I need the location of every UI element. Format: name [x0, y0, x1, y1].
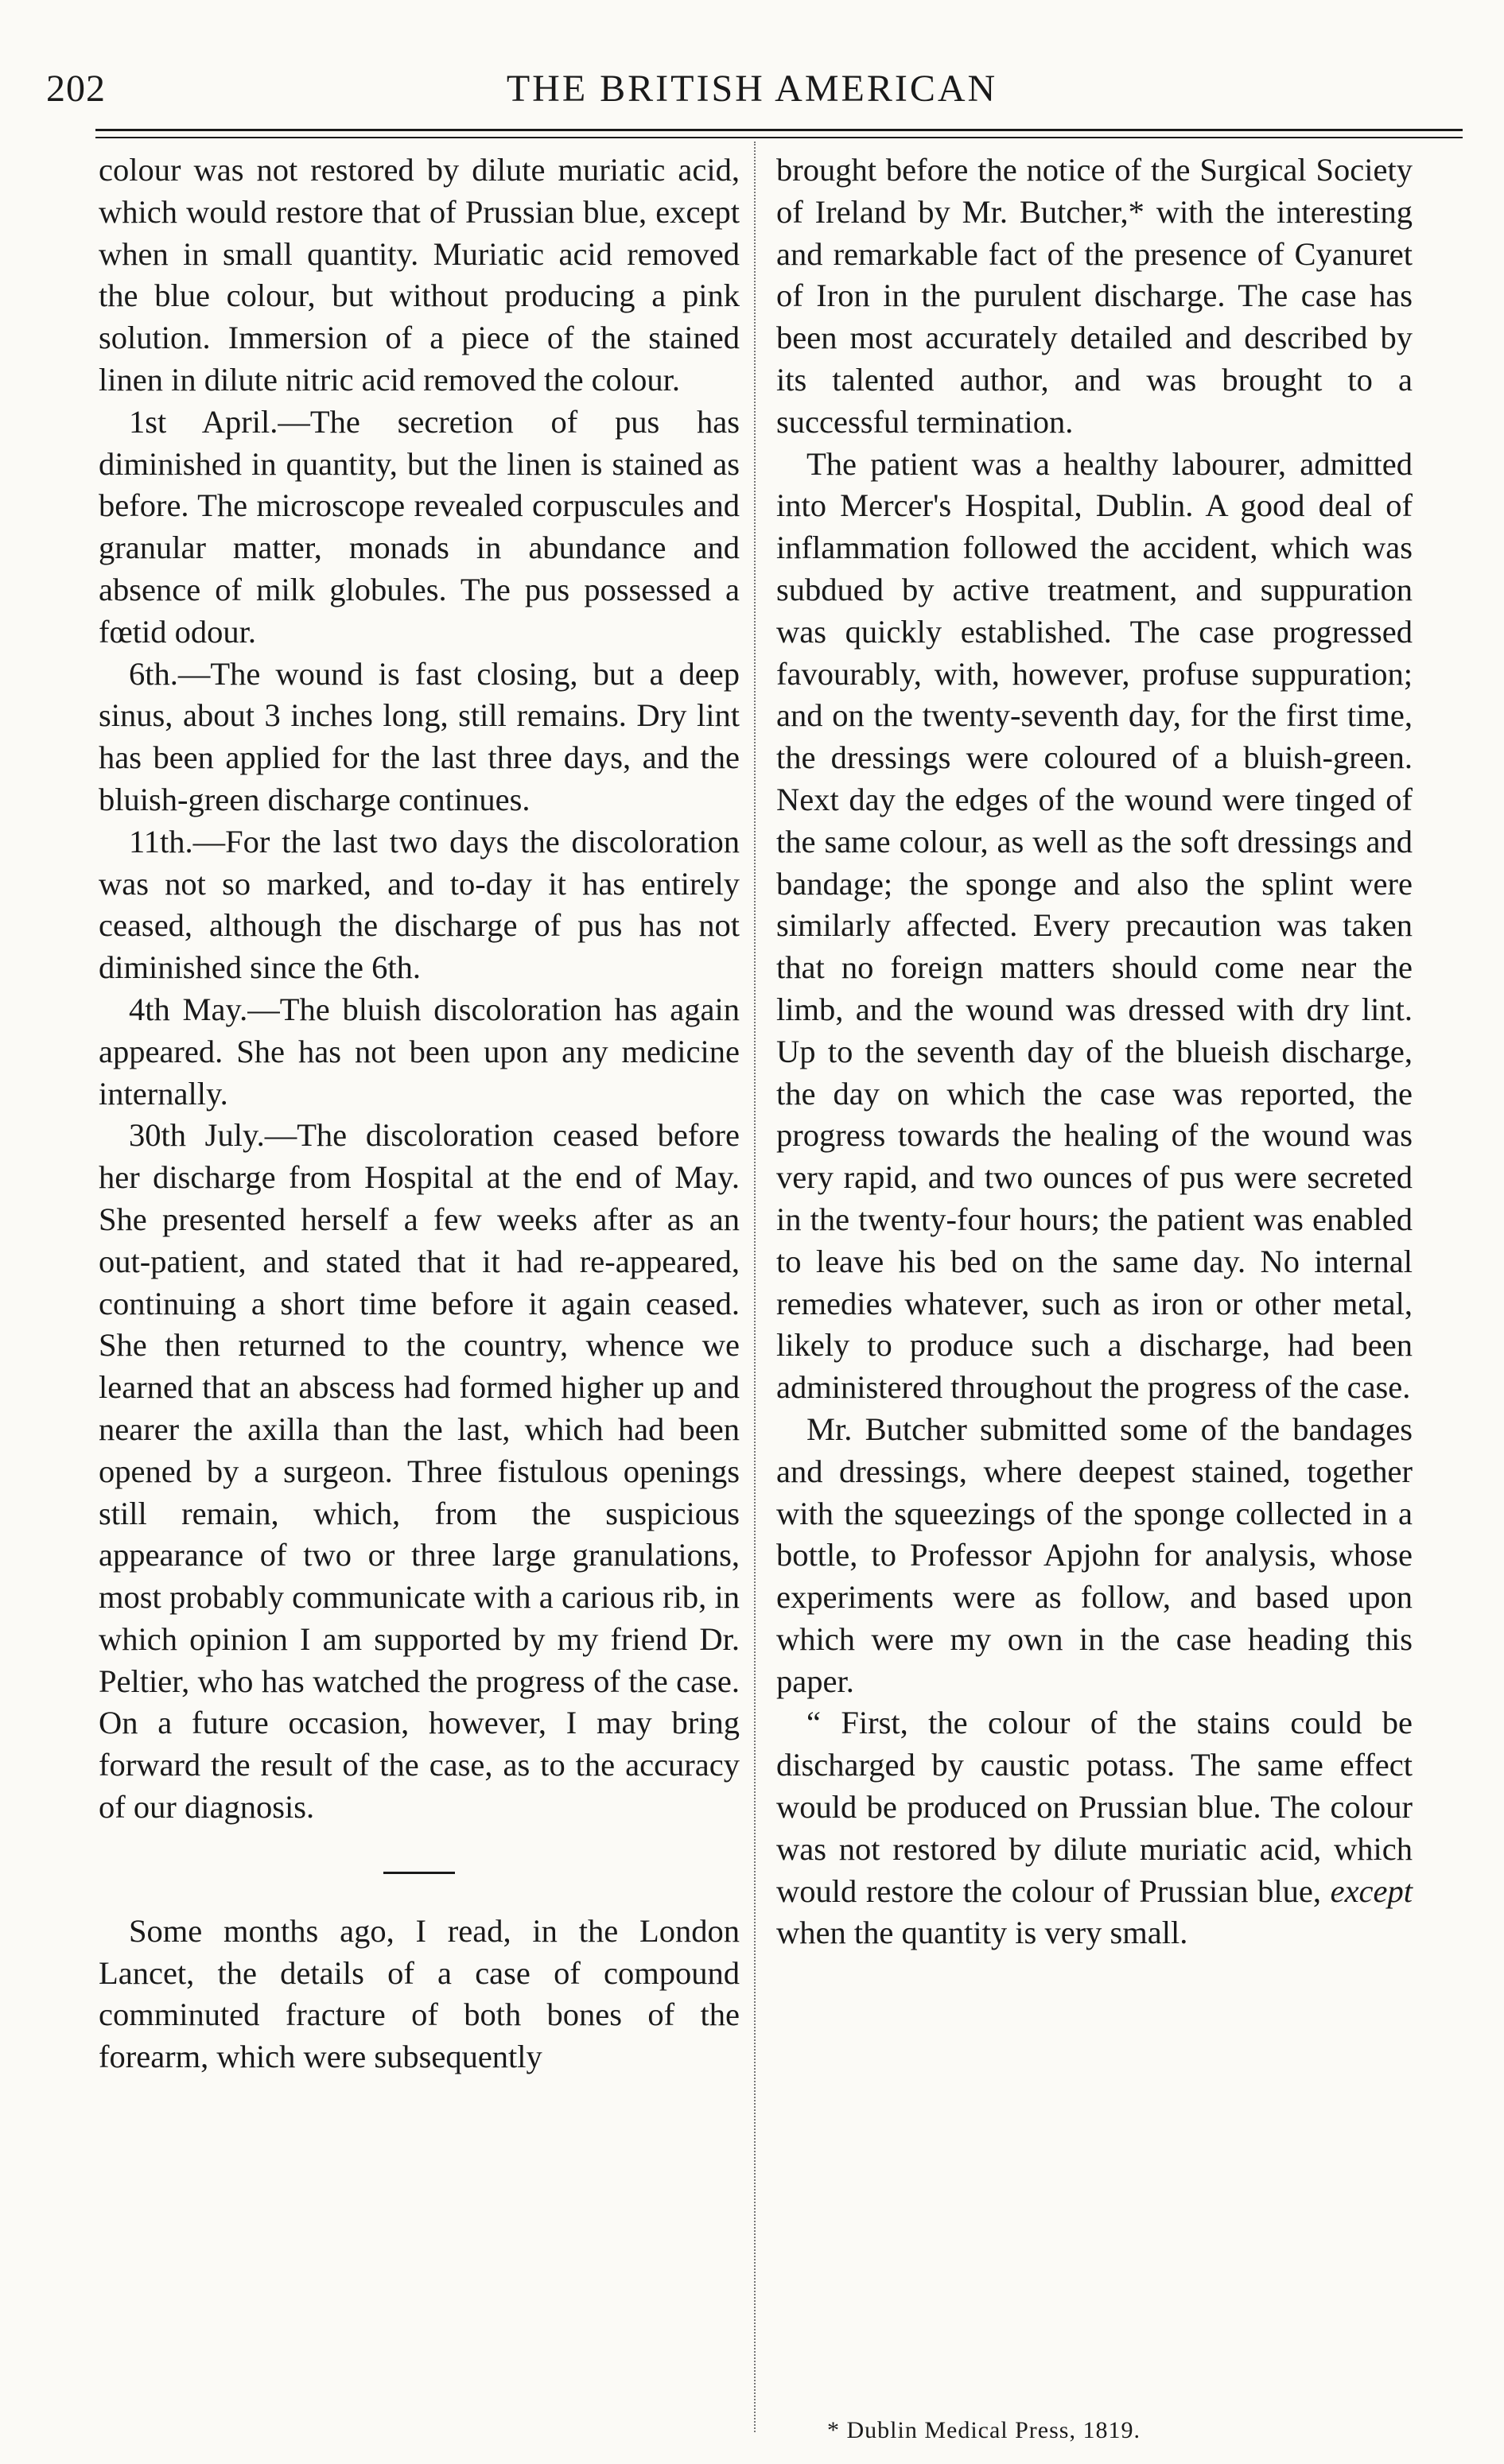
- right-column: [776, 149, 1413, 1954]
- section-divider: [383, 1872, 455, 1874]
- paragraph: 30th July.—The discoloration ceased before her discharge from Hospital at the end of May. She presented herself a few weeks after as an out-patient, and stated that it had re-appeared, continuing a short time before it again ceased. She then returned to the country, whence we learned that an abscess had formed higher up and nearer the axilla than the last, which had been opened by a surgeon. Three fistulous openings still remain, which, from the suspicious appearance of two or three large granulations, most probably communicate with a carious rib, in which opinion I am supported by my friend Dr. Peltier, who has watched the progress of the case. On a future occasion, however, I may bring forward the result of the case, as to the accuracy of our diagnosis.: [99, 1117, 740, 1826]
- header-rule: [95, 129, 1463, 131]
- paragraph: The patient was a healthy labourer, admitted into Mercer's Hospital, Dublin. A good deal of inflammation followed the accident, which was subdued by active treatment, and suppuration was quickly established. The case progressed favourably, with, however, profuse suppuration; and on the twenty-seventh day, for the first time, the dressings were coloured of a bluish-green. Next day the edges of the wound were tinged of the same colour, as well as the soft dressings and bandage; the sponge and also the splint were similarly affected. Every precaution was taken that no foreign matters should come near the limb, and the wound was dressed with dry lint. Up to the seventh day of the blueish discharge, the day on which the case was reported, the progress towards the healing of the wound was very rapid, and two ounces of pus were secreted in the twenty-four hours; the patient was enabled to leave his bed on the same day. No internal remedies whatever, such as iron or other metal, likely to produce such a discharge, had been administered throughout the progress of the case.: [776, 445, 1413, 1406]
- paragraph: brought before the notice of the Surgical Society of Ireland by Mr. Butcher,* with the interesting and remarkable fact of the presence of Cyanuret of Iron in the purulent discharge. The case has been most accurately detailed and described by its talented author, and was brought to a successful termination.: [776, 152, 1413, 440]
- left-column: [99, 149, 740, 2078]
- running-title: THE BRITISH AMERICAN: [506, 68, 998, 110]
- paragraph: 4th May.—The bluish discoloration has again appeared. She has not been upon any medicine internally.: [99, 991, 740, 1112]
- italic-word: except: [1330, 1872, 1413, 1909]
- footnote: * Dublin Medical Press, 1819.: [827, 2417, 1141, 2443]
- page-number: 202: [46, 68, 106, 110]
- quote-text-tail: when the quantity is very small.: [776, 1915, 1188, 1951]
- header-rule-thin: [95, 137, 1463, 138]
- paragraph: Some months ago, I read, in the London Lancet, the details of a case of compound comminuted fracture of both bones of the forearm, which were subsequently: [99, 1912, 740, 2075]
- paragraph: 1st April.—The secretion of pus has diminished in quantity, but the linen is stained as before. The microscope revealed corpuscules and granular matter, monads in abundance and absence of milk globules. The pus possessed a fœtid odour.: [99, 403, 740, 650]
- paragraph: [776, 1702, 1413, 1954]
- paragraph: 11th.—For the last two days the discoloration was not so marked, and to-day it has entirely ceased, although the discharge of pus has not diminished since the 6th.: [99, 823, 740, 986]
- column-divider: [754, 142, 756, 2432]
- quote-text: “ First, the colour of the stains could be discharged by caustic potass. The same effect would be produced on Prussian blue. The colour was not restored by dilute muriatic acid, which would restore the colour of Prussian blue,: [776, 1705, 1413, 1909]
- paragraph: colour was not restored by dilute muriatic acid, which would restore that of Prussian blue, except when in small quantity. Muriatic acid removed the blue colour, but without producing a pink solution. Immersion of a piece of the stained linen in dilute nitric acid removed the colour.: [99, 152, 740, 398]
- paragraph: Mr. Butcher submitted some of the bandages and dressings, where deepest stained, together with the squeezings of the sponge collected in a bottle, to Professor Apjohn for analysis, whose experiments were as follow, and based upon which were my own in the case heading this paper.: [776, 1410, 1413, 1699]
- paragraph: 6th.—The wound is fast closing, but a deep sinus, about 3 inches long, still remains. Dry lint has been applied for the last three days, and the bluish-green discharge continues.: [99, 655, 740, 817]
